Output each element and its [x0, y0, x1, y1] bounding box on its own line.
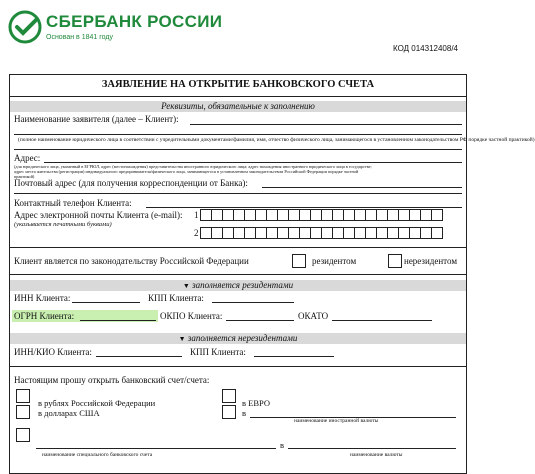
arrow-down-icon: ▼: [178, 335, 186, 343]
divider: [9, 366, 467, 367]
nonresident-label: нерезидентом: [404, 256, 458, 266]
resident-checkbox[interactable]: [292, 254, 306, 268]
special-account-checkbox[interactable]: [16, 428, 30, 442]
usd-label: в долларах США: [38, 408, 100, 418]
in-label-1: в: [242, 408, 247, 418]
address-note-1: (для юридического лица, указанный в ЕГРЮЛ, адрес (местонахождения) представительства иностранного юридического лица; адрес нахождения иностранного юридического лица в государстве;: [14, 164, 372, 169]
address-note-2: адрес места жительства (регистрации) индивидуального предпринимателя/физического лица, занимающегося в установленном законодательством Российской Федерации порядке частной: [14, 169, 359, 174]
okpo-field[interactable]: [226, 320, 294, 321]
resident-question: Клиент является по законодательству Российской Федерации: [14, 256, 249, 266]
inn-kio-field[interactable]: [96, 356, 182, 357]
address-label: Адрес:: [14, 153, 41, 163]
address-note-3: практикой): [14, 174, 35, 179]
usd-checkbox[interactable]: [16, 405, 30, 419]
email-num-1: 1: [194, 210, 199, 220]
email-num-2: 2: [194, 228, 199, 238]
in-label-2: в: [280, 440, 285, 450]
applicant-name-field[interactable]: [190, 124, 462, 125]
bank-name: СБЕРБАНК РОССИИ: [46, 12, 223, 31]
kpp2-field[interactable]: [254, 356, 334, 357]
kpp-field[interactable]: [212, 302, 294, 303]
inn-field[interactable]: [72, 302, 140, 303]
applicant-name-field-2[interactable]: [14, 134, 462, 135]
rub-label: в рублях Российской Федерации: [38, 398, 156, 408]
okato-label: ОКАТО: [298, 311, 329, 321]
okpo-label: ОКПО Клиента:: [160, 311, 223, 321]
postal-address-field-2[interactable]: [14, 193, 462, 194]
special-account-note: наименование специального банковского счета: [42, 452, 153, 458]
kpp2-label: КПП Клиента:: [190, 347, 246, 357]
bank-tagline: Основан в 1841 году: [46, 34, 113, 41]
special-account-field[interactable]: [36, 448, 276, 449]
email-label: Адрес электронной почты Клиента (e-mail):: [14, 210, 183, 220]
special-currency-field[interactable]: [288, 448, 456, 449]
sberbank-logo-icon: [8, 10, 42, 44]
email-note: (указывается печатными буквами): [14, 221, 112, 228]
section-residents-label: заполняется резидентами: [192, 280, 294, 290]
applicant-name-label: Наименование заявителя (далее – Клиент):: [14, 114, 179, 124]
section-nonresidents: [10, 333, 466, 344]
inn-kio-label: ИНН/КИО Клиента:: [14, 347, 92, 357]
ogrn-field[interactable]: [80, 320, 156, 321]
email-boxes-1[interactable]: [200, 209, 442, 221]
section-required: Реквизиты, обязательные к заполнению: [10, 101, 466, 112]
inn-label: ИНН Клиента:: [14, 293, 71, 303]
eur-checkbox[interactable]: [222, 389, 236, 403]
rub-checkbox[interactable]: [16, 389, 30, 403]
ogrn-label: ОГРН Клиента:: [14, 311, 75, 321]
currency-note-2: наименование валюты: [350, 452, 403, 458]
applicant-note: (полное наименование юридического лица в соответствии с учредительными документами/фамилия, имя, отчество физического лица, занимающегося в установленном законодательством РФ порядке частной практикой): [18, 137, 535, 143]
email-boxes-2[interactable]: [200, 227, 442, 239]
request-label: Настоящим прошу открыть банковский счет/счета:: [14, 375, 210, 385]
eur-label: в ЕВРО: [242, 398, 270, 408]
okato-field[interactable]: [332, 320, 432, 321]
divider: [9, 96, 467, 97]
form-code: КОД 0143124​08/4: [393, 44, 458, 53]
address-field[interactable]: [44, 162, 462, 163]
foreign-currency-checkbox[interactable]: [222, 405, 236, 419]
contact-phone-field[interactable]: [146, 207, 462, 208]
resident-label: резидентом: [312, 256, 357, 266]
divider: [9, 274, 467, 275]
divider: [9, 247, 467, 248]
section-residents: [10, 280, 466, 291]
kpp-label: КПП Клиента:: [148, 293, 204, 303]
applicant-name-field-3[interactable]: [14, 149, 462, 150]
arrow-down-icon: ▼: [182, 282, 190, 290]
postal-address-label: Почтовый адрес (для получения корреспонденции от Банка):: [14, 178, 248, 188]
form-title: ЗАЯВЛЕНИЕ НА ОТКРЫТИЕ БАНКОВСКОГО СЧЕТА: [101, 79, 375, 90]
contact-phone-label: Контактный телефон Клиента:: [14, 198, 132, 208]
postal-address-field[interactable]: [262, 187, 462, 188]
foreign-currency-note: наименование иностранной валюты: [294, 418, 379, 424]
nonresident-checkbox[interactable]: [388, 254, 402, 268]
section-nonresidents-label: заполняется нерезидентами: [187, 333, 298, 343]
